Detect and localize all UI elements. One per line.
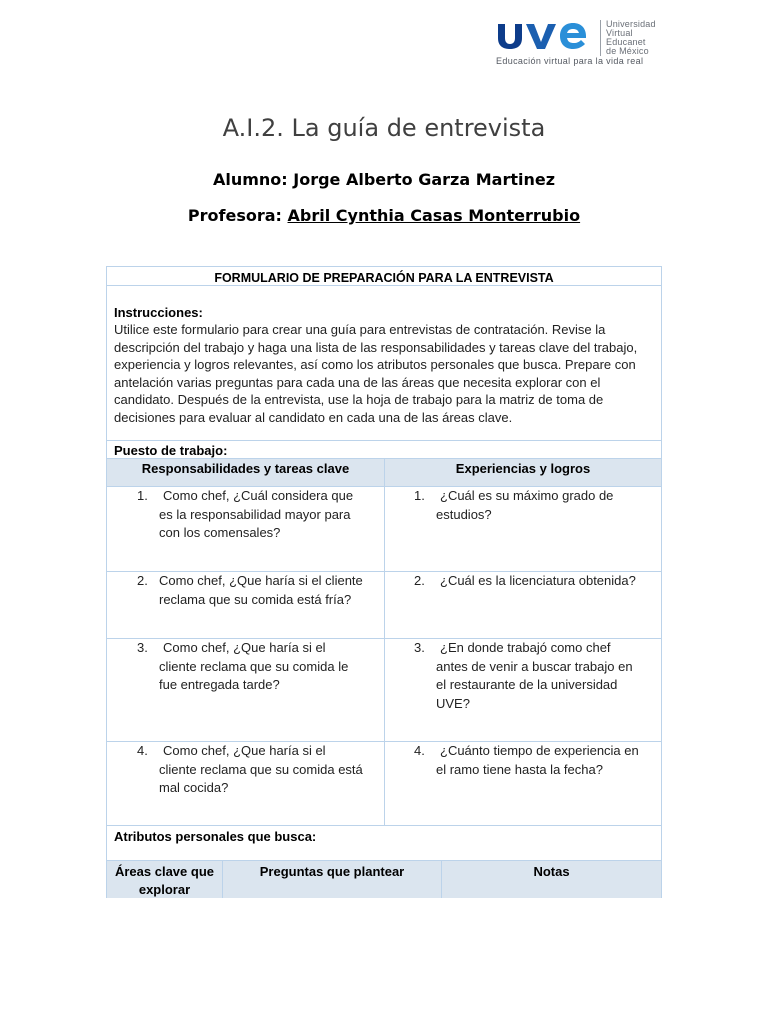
row-divider: [107, 440, 661, 441]
form-title: FORMULARIO DE PREPARACIÓN PARA LA ENTREVISTA: [214, 271, 554, 285]
question-line: ¿Cuál es su máximo grado de: [440, 488, 614, 503]
student-line: [0, 170, 768, 189]
question-line: reclama que su comida está fría?: [159, 591, 352, 607]
key-areas-header: Áreas clave que explorar: [114, 864, 214, 897]
logo-divider: [600, 20, 601, 56]
question-line: es la responsabilidad mayor para: [159, 506, 351, 522]
questions-header: Preguntas que plantear: [259, 864, 405, 879]
column-divider: [384, 458, 385, 825]
row-divider: [107, 825, 661, 826]
question-line: Como chef, ¿Que haría si el: [163, 743, 326, 758]
question-line: ¿En donde trabajó como chef: [440, 640, 611, 655]
logo-tagline: Educación virtual para la vida real: [496, 56, 644, 66]
col-responsibilities-header: Responsabilidades y tareas clave: [141, 461, 350, 476]
logo-brand-line: de México: [606, 46, 649, 56]
question-line: UVE?: [436, 695, 470, 711]
instructions-heading: Instrucciones:: [114, 305, 203, 320]
question-number: 2.: [414, 573, 425, 588]
question-line: cliente reclama que su comida le: [159, 658, 349, 674]
logo-brand-line: Virtual: [606, 28, 633, 38]
row-divider: [107, 860, 661, 861]
student-label: Alumno:: [212, 170, 288, 189]
uve-logo-mark: [494, 16, 594, 52]
question-number: 4.: [414, 743, 425, 758]
question-number: 1.: [414, 488, 425, 503]
notes-header: Notas: [533, 864, 570, 879]
logo-brand-line: Universidad: [606, 19, 656, 29]
question-line: estudios?: [436, 506, 492, 522]
personal-attributes-label: Atributos personales que busca:: [114, 829, 317, 844]
question-number: 3.: [137, 640, 148, 655]
instructions-body: Utilice este formulario para crear una guía para entrevistas de contratación. Revise la descripción del trabajo y haga una lista de las responsabilidades y tareas clave del trabajo, experiencia y logros relevantes, así como los atributos personales que busca. Prepare con antelación varias preguntas para cada una de las áreas que necesita explorar con el candidato. Después de la entrevista, use la hoja de trabajo para la matriz de toma de decisiones para evaluar al candidato en cada una de las áreas clave.: [114, 322, 638, 425]
question-line: el ramo tiene hasta la fecha?: [436, 761, 603, 777]
interview-form-table: [106, 266, 662, 898]
question-line: fue entregada tarde?: [159, 677, 280, 692]
question-line: Como chef, ¿Que haría si el: [163, 640, 326, 655]
logo-brand-text: [606, 20, 656, 56]
col-experience-header: Experiencias y logros: [455, 461, 591, 476]
question-line: mal cocida?: [159, 780, 229, 795]
question-line: el restaurante de la universidad: [436, 677, 618, 692]
question-line: antes de venir a buscar trabajo en: [436, 658, 633, 674]
uve-logo: [494, 16, 669, 72]
job-position-label: Puesto de trabajo:: [114, 443, 228, 458]
question-line: Como chef, ¿Que haría si el cliente: [159, 573, 363, 588]
question-line: cliente reclama que su comida está: [159, 761, 363, 777]
question-line: con los comensales?: [159, 525, 281, 540]
page-title: A.I.2. La guía de entrevista: [222, 114, 546, 142]
student-name: Jorge Alberto Garza Martinez: [293, 170, 556, 189]
question-line: Como chef, ¿Cuál considera que: [163, 488, 354, 503]
question-line: ¿Cuál es la licenciatura obtenida?: [440, 573, 636, 588]
question-number: 1.: [137, 488, 148, 503]
teacher-line: [0, 206, 768, 225]
question-line: ¿Cuánto tiempo de experiencia en: [440, 743, 639, 758]
question-number: 2.: [137, 573, 148, 588]
question-number: 4.: [137, 743, 148, 758]
teacher-name: Abril Cynthia Casas Monterrubio: [287, 206, 581, 225]
teacher-label: Profesora:: [187, 206, 282, 225]
logo-brand-line: Educanet: [606, 37, 646, 47]
question-number: 3.: [414, 640, 425, 655]
